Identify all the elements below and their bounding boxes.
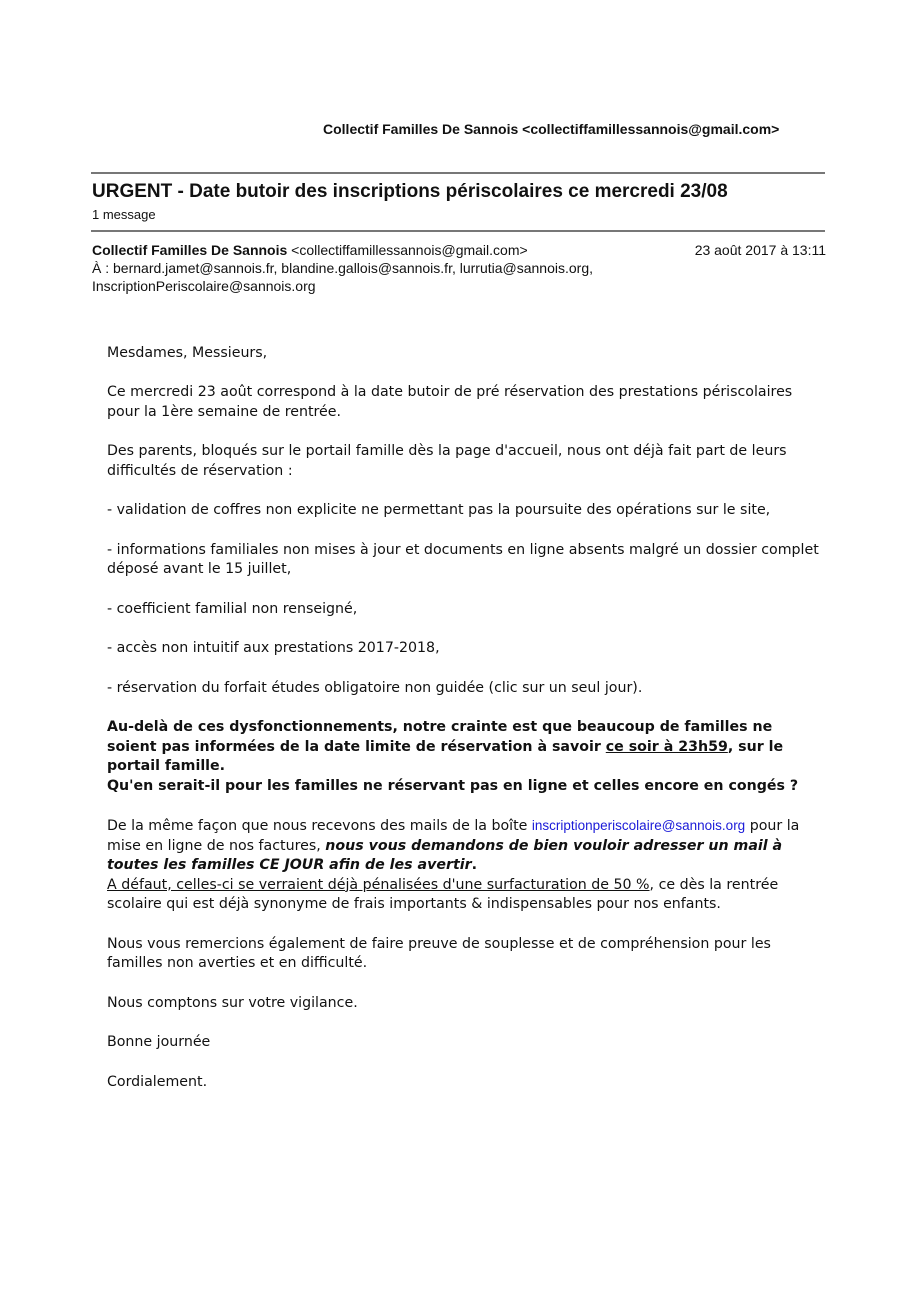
issue-item: - informations familiales non mises à jour et documents en ligne absents malgré un dossier complet déposé avant le 15 juillet,	[107, 541, 819, 578]
concern-question: Qu'en serait-il pour les familles ne réservant pas en ligne et celles encore en congés ?	[107, 777, 799, 794]
issue-item: - réservation du forfait études obligatoire non guidée (clic sur un seul jour).	[107, 679, 643, 696]
message-date: 23 août 2017 à 13:11	[694, 242, 826, 258]
account-header: Collectif Familles De Sannois <collectiffamillessannois@gmail.com>	[323, 121, 780, 137]
message-body	[107, 344, 819, 1112]
closing: Cordialement.	[107, 1073, 208, 1090]
sender-email: <collectiffamillessannois@gmail.com>	[291, 242, 528, 258]
request-text-2: pour la mise en ligne de nos factures,	[107, 818, 800, 854]
penalty-warning: A défaut, celles-ci se verraient déjà pénalisées d'une surfacturation de 50 %	[107, 876, 650, 893]
mailbox-link[interactable]: inscriptionperiscolaire@sannois.org	[531, 818, 746, 834]
message-count: 1 message	[92, 207, 156, 222]
day-wish: Bonne journée	[107, 1034, 211, 1051]
concern-text-end: , sur le portail famille.	[107, 738, 784, 775]
request-end: .	[471, 857, 478, 874]
paragraph-difficulties: Des parents, bloqués sur le portail famille dès la page d'accueil, nous ont déjà fait part de leurs difficultés de réservation :	[107, 443, 787, 479]
concern-text: Au-delà de ces dysfonctionnements, notre crainte est que beaucoup de familles ne soient pas informées de la date limite de réservation à savoir	[107, 718, 773, 755]
paragraph-concern	[107, 718, 819, 796]
sender-name: Collectif Familles De Sannois	[92, 242, 288, 258]
request-emphasis: nous vous demandons de bien vouloir adresser un mail à toutes les familles CE JOUR afin de les avertir	[107, 837, 783, 874]
issue-item: - coefficient familial non renseigné,	[107, 600, 358, 617]
request-text: De la même façon que nous recevons des mails de la boîte	[107, 818, 532, 835]
paragraph-deadline: Ce mercredi 23 août correspond à la date butoir de pré réservation des prestations périscolaires pour la 1ère semaine de rentrée.	[107, 384, 793, 420]
top-divider	[91, 172, 825, 174]
penalty-rest: , ce dès la rentrée scolaire qui est déjà synonyme de frais importants & indispensables pour nos enfants.	[107, 876, 779, 913]
email-subject: URGENT - Date butoir des inscriptions périscolaires ce mercredi 23/08	[92, 181, 728, 202]
deadline-emphasis: ce soir à 23h59	[605, 738, 728, 755]
issue-item: - validation de coffres non explicite ne permettant pas la poursuite des opérations sur le site,	[107, 502, 771, 519]
greeting: Mesdames, Messieurs,	[107, 345, 268, 361]
subject-divider	[91, 230, 825, 232]
paragraph-request	[107, 816, 819, 915]
issue-item: - accès non intuitif aux prestations 2017-2018,	[107, 640, 440, 657]
recipients-line-2: InscriptionPeriscolaire@sannois.org	[92, 278, 316, 294]
message-header	[92, 241, 826, 295]
paragraph-thanks: Nous vous remercions également de faire preuve de souplesse et de compréhension pour les familles non averties et en difficulté.	[107, 935, 771, 972]
paragraph-vigilance: Nous comptons sur votre vigilance.	[107, 994, 358, 1011]
recipients-line-1: À : bernard.jamet@sannois.fr, blandine.gallois@sannois.fr, lurrutia@sannois.org,	[92, 260, 594, 276]
